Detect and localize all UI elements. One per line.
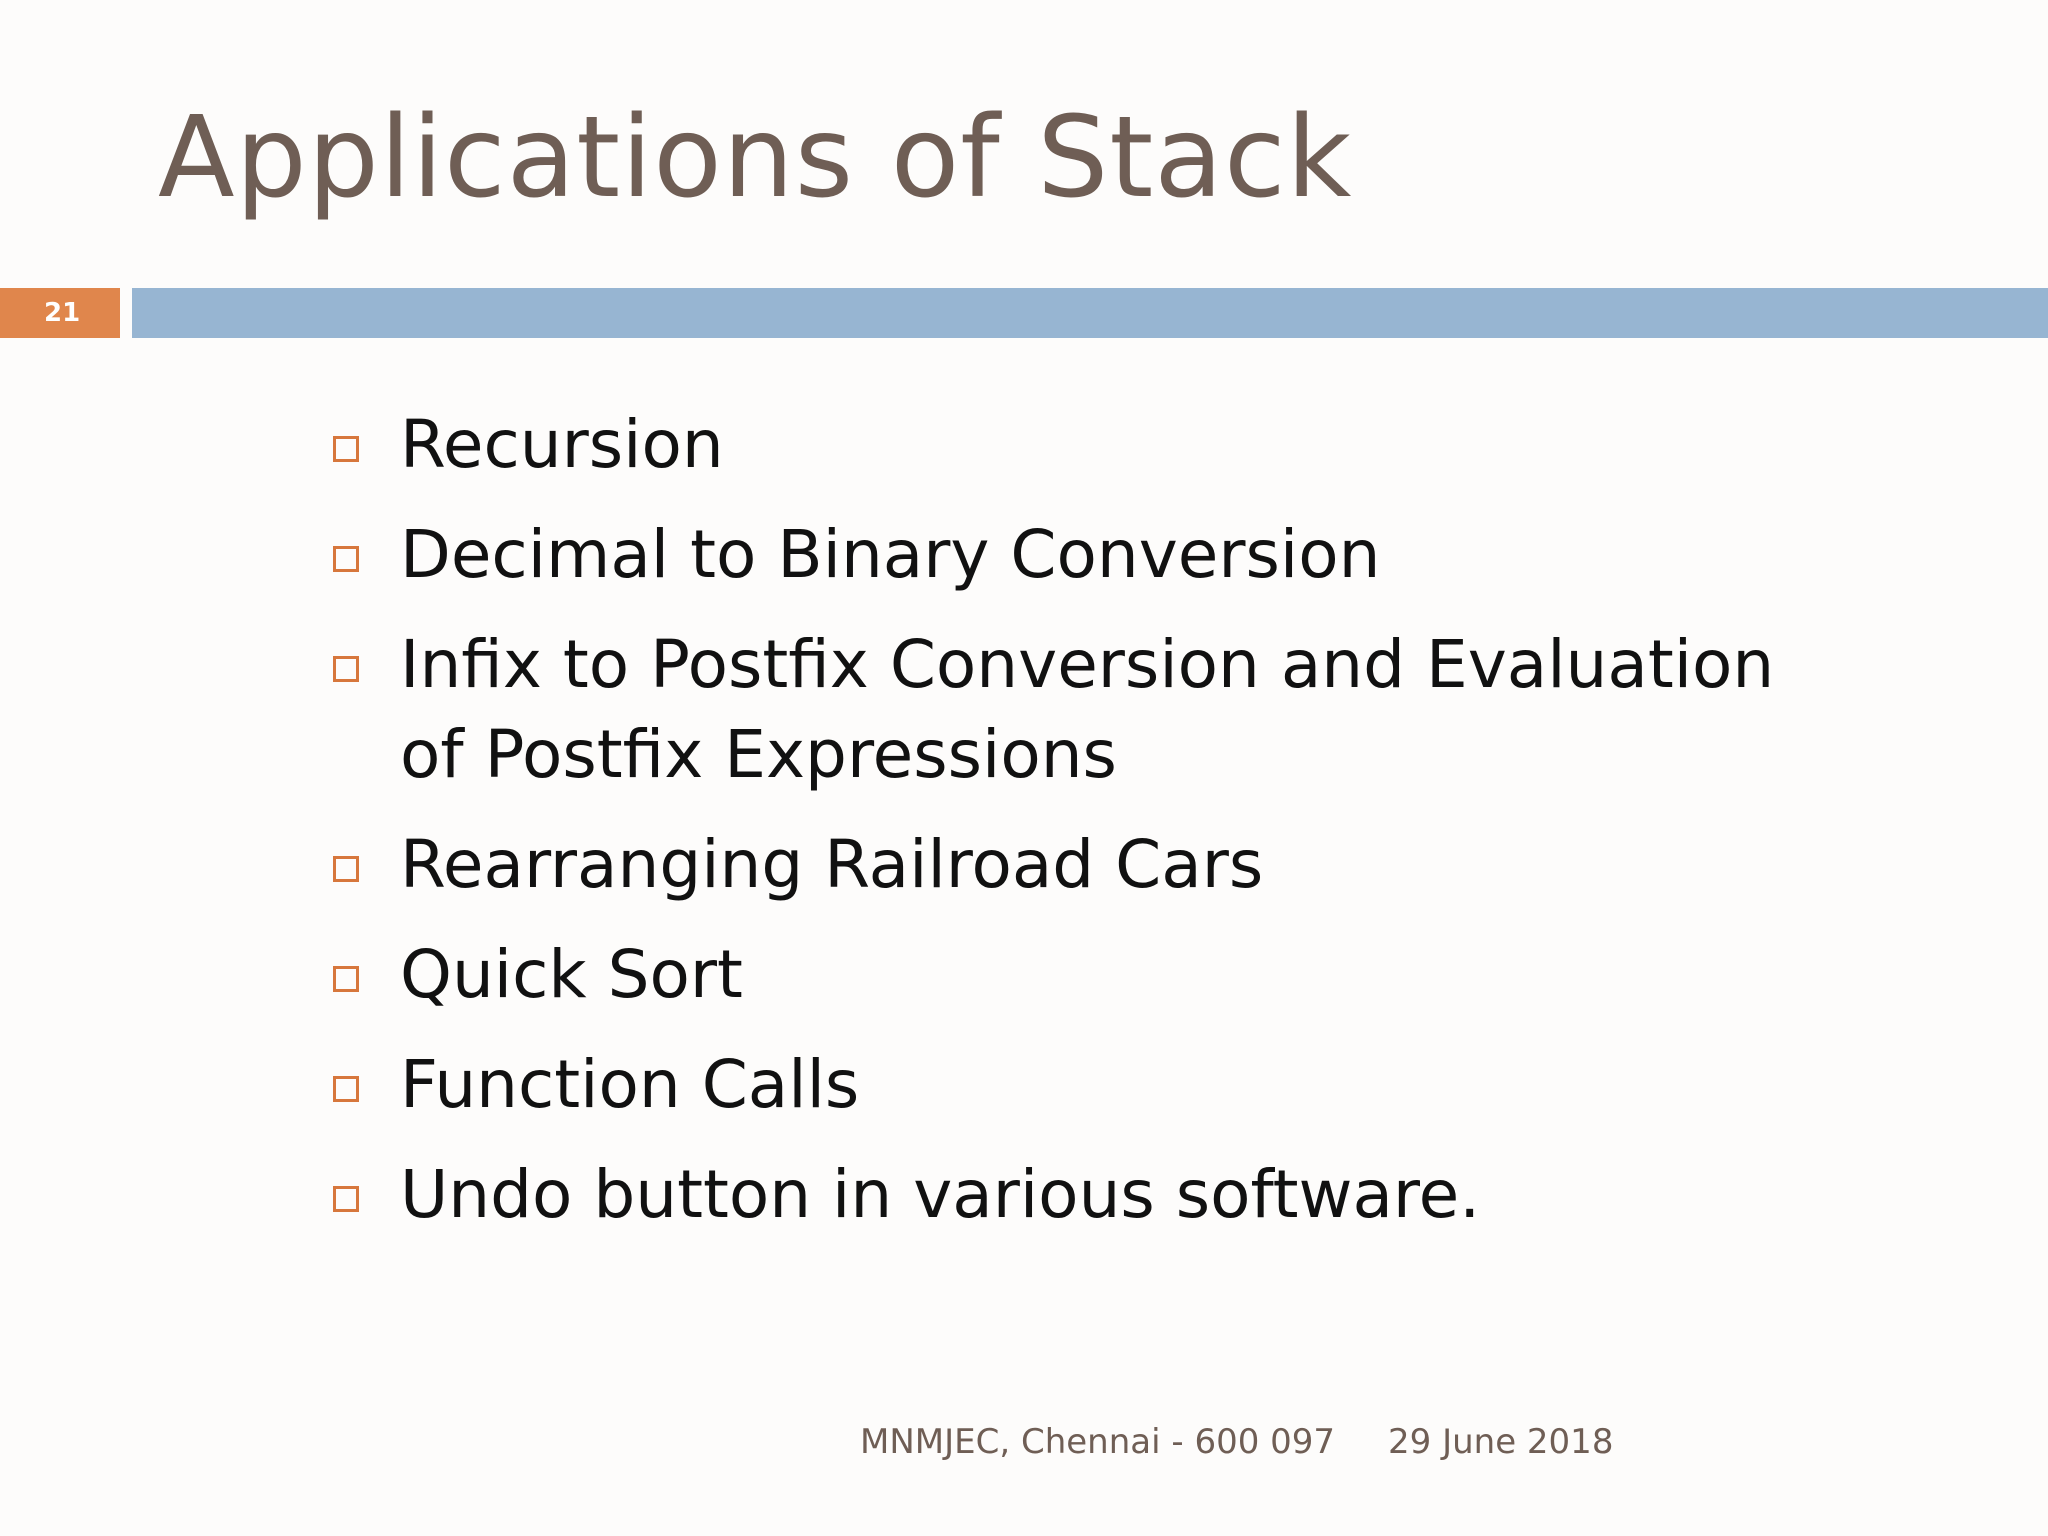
bullet-text: Function Calls	[400, 1046, 860, 1123]
bullet-list	[330, 400, 1830, 1260]
list-item	[330, 1150, 1830, 1240]
list-item	[330, 820, 1830, 910]
square-bullet-icon	[333, 1186, 359, 1212]
footer-organization: MNMJEC, Chennai - 600 097	[860, 1422, 1336, 1462]
bullet-text: Undo button in various software.	[400, 1156, 1481, 1233]
list-item	[330, 620, 1830, 800]
square-bullet-icon	[333, 436, 359, 462]
bullet-text: Rearranging Railroad Cars	[400, 826, 1264, 903]
bullet-text: Infix to Postfix Conversion and Evaluation of Postfix Expressions	[400, 626, 1775, 793]
slide-title: Applications of Stack	[158, 93, 1353, 223]
list-item	[330, 400, 1830, 490]
square-bullet-icon	[333, 656, 359, 682]
bullet-text: Decimal to Binary Conversion	[400, 516, 1381, 593]
square-bullet-icon	[333, 546, 359, 572]
slide-number-badge: 21	[0, 288, 120, 338]
list-item	[330, 510, 1830, 600]
square-bullet-icon	[333, 966, 359, 992]
list-item	[330, 930, 1830, 1020]
list-item	[330, 1040, 1830, 1130]
title-divider-bar	[132, 288, 2048, 338]
square-bullet-icon	[333, 856, 359, 882]
square-bullet-icon	[333, 1076, 359, 1102]
footer-date: 29 June 2018	[1388, 1422, 1614, 1462]
bullet-text: Quick Sort	[400, 936, 743, 1013]
bullet-text: Recursion	[400, 406, 724, 483]
